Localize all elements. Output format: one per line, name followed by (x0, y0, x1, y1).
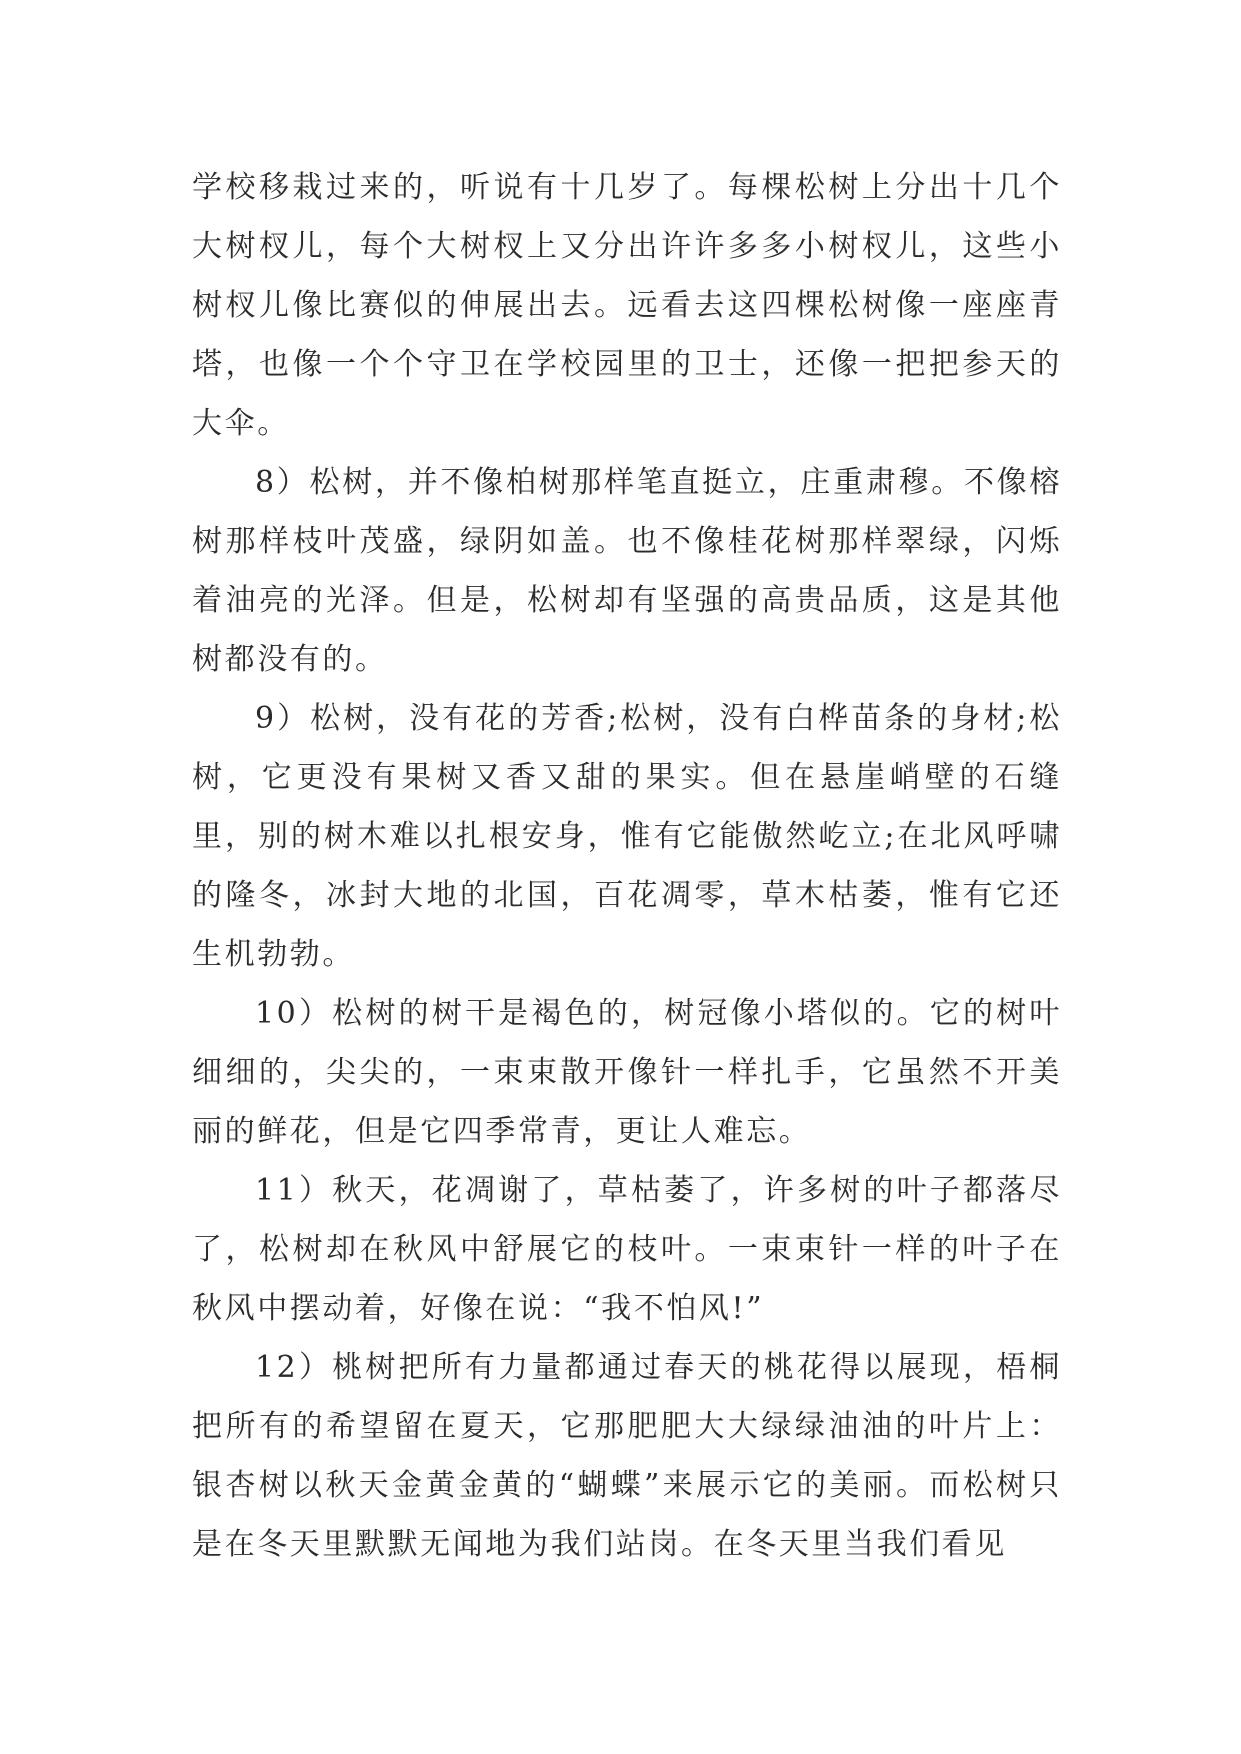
paragraph-12: 12）桃树把所有力量都通过春天的桃花得以展现，梧桐把所有的希望留在夏天，它那肥肥大大绿绿油油的叶片上：银杏树以秋天金黄金黄的“蝴蝶”来展示它的美丽。而松树只是在冬天里默默无闻地为我们站岗。在冬天里当我们看见 (192, 1350, 1062, 1562)
paragraph-10: 10）松树的树干是褐色的，树冠像小塔似的。它的树叶细细的，尖尖的，一束束散开像针一样扎手，它虽然不开美丽的鲜花，但是它四季常青，更让人难忘。 (192, 996, 1062, 1149)
paragraph-continued: 学校移栽过来的，听说有十几岁了。每棵松树上分出十几个大树杈儿，每个大树杈上又分出许许多多小树杈儿，这些小树杈儿像比赛似的伸展出去。远看去这四棵松树像一座座青塔，也像一个个守卫在学校园里的卫士，还像一把把参天的大伞。 (192, 170, 1062, 441)
document-body (192, 158, 1062, 1574)
paragraph-11: 11）秋天，花凋谢了，草枯萎了，许多树的叶子都落尽了，松树却在秋风中舒展它的枝叶。一束束针一样的叶子在秋风中摆动着，好像在说：“我不怕风!” (192, 1173, 1062, 1326)
paragraph-9: 9）松树，没有花的芳香;松树，没有白桦苗条的身材;松树，它更没有果树又香又甜的果实。但在悬崖峭壁的石缝里，别的树木难以扎根安身，惟有它能傲然屹立;在北风呼啸的隆冬，冰封大地的北国，百花凋零，草木枯萎，惟有它还生机勃勃。 (192, 701, 1062, 972)
paragraph-8: 8）松树，并不像柏树那样笔直挺立，庄重肃穆。不像榕树那样枝叶茂盛，绿阴如盖。也不像桂花树那样翠绿，闪烁着油亮的光泽。但是，松树却有坚强的高贵品质，这是其他树都没有的。 (192, 465, 1062, 677)
